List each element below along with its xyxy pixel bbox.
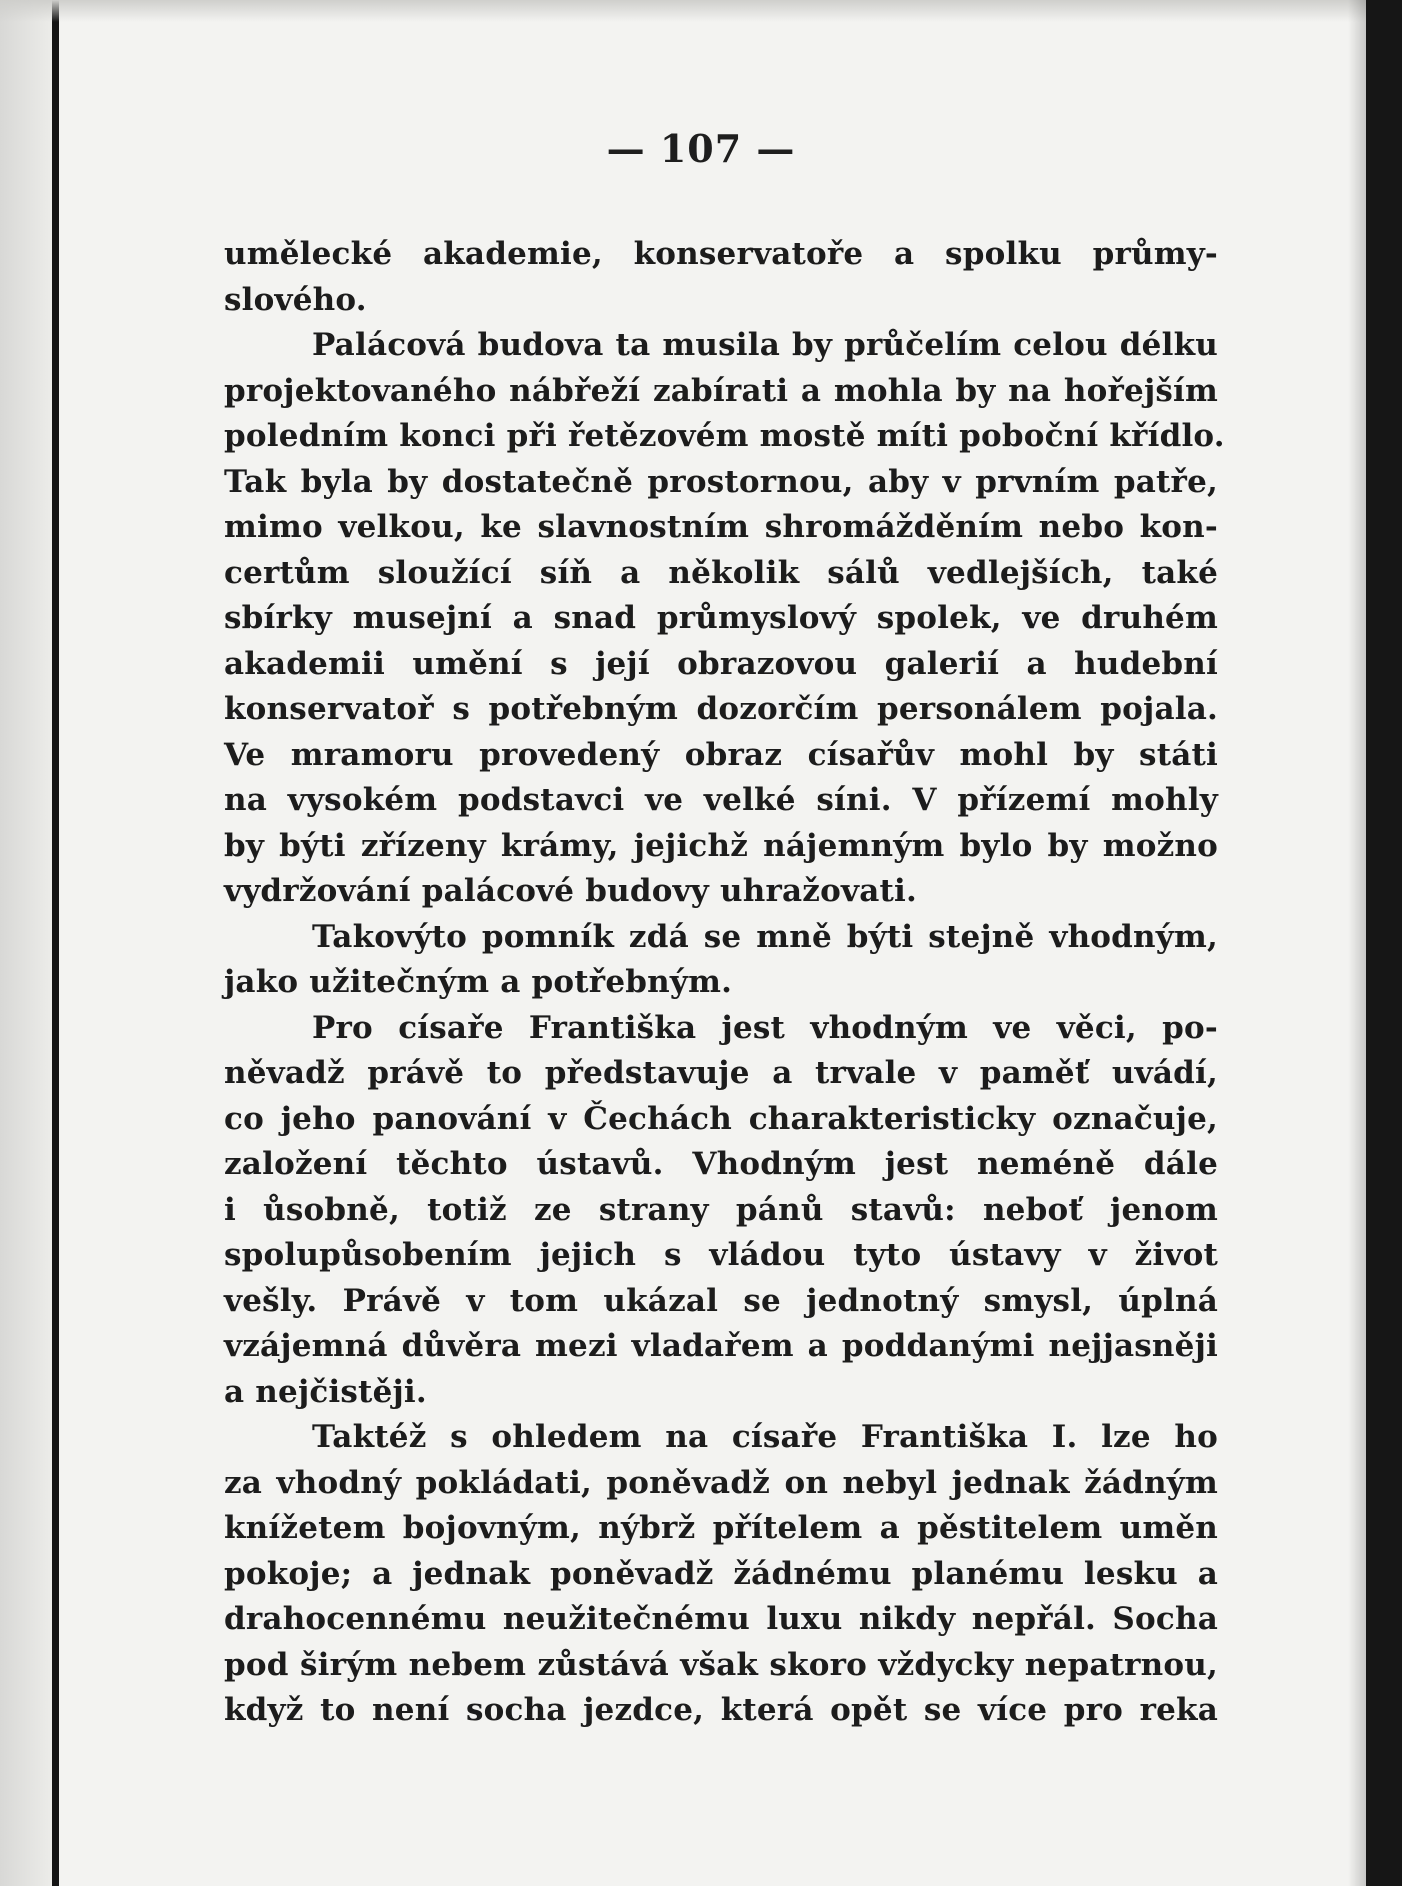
body-text — [224, 232, 1225, 1734]
text-line: sbírky musejní a snad průmyslový spolek, ve druhém — [224, 600, 1218, 636]
text-line: akademii umění s její obrazovou galerií a hudební — [224, 645, 1218, 682]
text-line: by býti zřízeny krámy, jejichž nájemným bylo by možno — [224, 827, 1218, 864]
text-line: pokoje; a jednak poněvadž žádnému planému lesku a — [224, 1555, 1218, 1592]
right-page-shadow — [1348, 0, 1366, 1886]
text-line: slového. — [224, 281, 367, 318]
text-line: na vysokém podstavci ve velké síni. V přízemí mohly — [224, 782, 1218, 818]
text-line: Ve mramoru provedený obraz císařův mohl by státi — [224, 736, 1218, 773]
text-line: projektovaného nábřeží zabírati a mohla by na hořejším — [224, 372, 1218, 409]
page-number: — 107 — — [606, 126, 796, 171]
book-gutter-edge — [52, 0, 59, 1886]
text-line: drahocennému neužitečnému luxu nikdy nepřál. Socha — [224, 1601, 1218, 1637]
text-line: za vhodný pokládati, poněvadž on nebyl jednak žádným — [224, 1464, 1218, 1501]
right-scan-border — [1366, 0, 1402, 1886]
text-line: Takovýto pomník zdá se mně býti stejně vhodným, — [312, 918, 1218, 955]
top-page-shadow — [0, 0, 1402, 22]
text-line: něvadž právě to představuje a trvale v paměť uvádí, — [224, 1055, 1218, 1091]
text-line: Palácová budova ta musila by průčelím celou délku — [312, 327, 1218, 363]
text-line: konservatoř s potřebným dozorčím personálem pojala. — [224, 691, 1218, 727]
text-line: vešly. Právě v tom ukázal se jednotný smysl, úplná — [224, 1282, 1218, 1319]
text-line: jako užitečným a potřebným. — [224, 964, 733, 1000]
text-line: umělecké akademie, konservatoře a spolku průmy- — [224, 236, 1218, 272]
text-line: Pro císaře Františka jest vhodným ve věci, po- — [312, 1009, 1218, 1046]
text-line: vydržování palácové budovy uhražovati. — [224, 873, 917, 909]
text-line: knížetem bojovným, nýbrž přítelem a pěstitelem uměn — [224, 1510, 1218, 1546]
text-line: certům sloužící síň a několik sálů vedlejších, také — [224, 554, 1218, 591]
text-line: když to není socha jezdce, která opět se více pro reka — [224, 1692, 1218, 1728]
text-line: spolupůsobením jejich s vládou tyto ústavy v život — [224, 1237, 1218, 1273]
text-line: a nejčistěji. — [224, 1373, 427, 1410]
left-page-margin — [0, 0, 52, 1886]
text-line: pod širým nebem zůstává však skoro vždycky nepatrnou, — [224, 1646, 1218, 1683]
text-line: vzájemná důvěra mezi vladařem a poddanými nejjasněji — [224, 1328, 1218, 1364]
text-line: mimo velkou, ke slavnostním shromážděním nebo kon- — [224, 509, 1218, 545]
text-line: poledním konci při řetězovém mostě míti poboční křídlo. — [224, 418, 1225, 454]
text-line: založení těchto ústavů. Vhodným jest neméně dále — [224, 1146, 1218, 1182]
text-line: Taktéž s ohledem na císaře Františka I. lze ho — [312, 1419, 1218, 1455]
text-line: co jeho panování v Čechách charakteristicky označuje, — [224, 1100, 1218, 1137]
text-line: i ůsobně, totiž ze strany pánů stavů: neboť jenom — [224, 1191, 1218, 1228]
text-line: Tak byla by dostatečně prostornou, aby v prvním patře, — [224, 463, 1218, 500]
